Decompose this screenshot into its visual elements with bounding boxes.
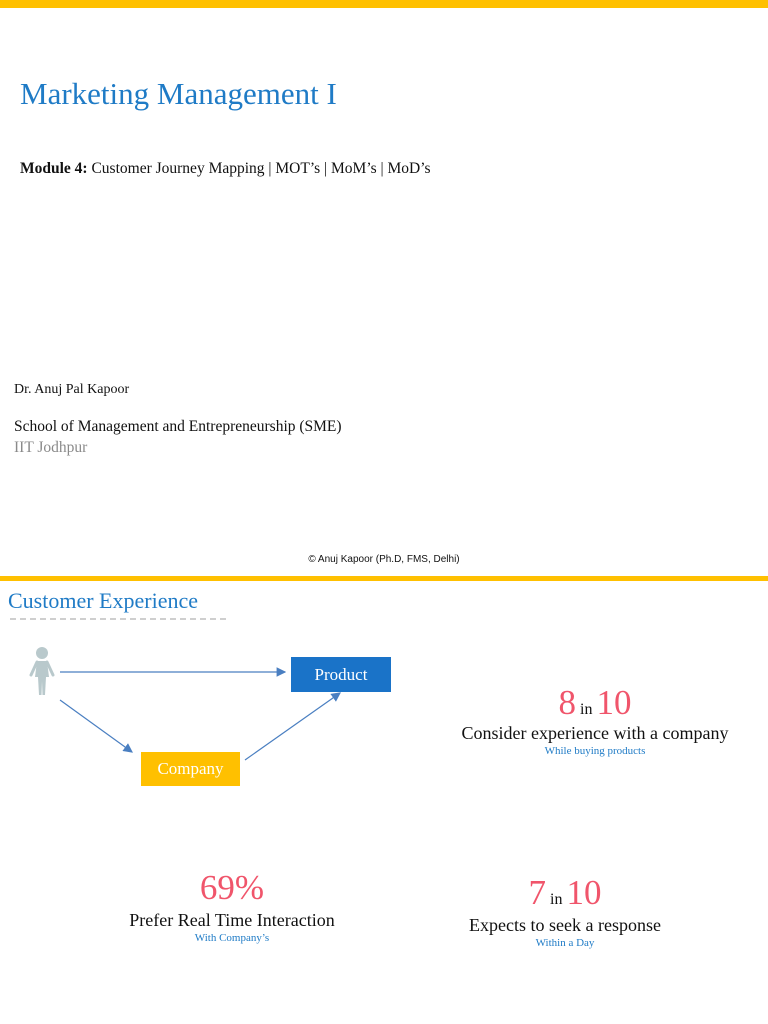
slide-title: Marketing Management I: [20, 76, 337, 111]
stat-total: 10: [596, 683, 632, 722]
stat-realtime: [100, 870, 364, 944]
stat-subtext: Within a Day: [535, 937, 595, 949]
stat-description: Expects to seek a response: [469, 915, 661, 935]
stat-response: [440, 875, 690, 949]
stat-value: 69%: [199, 868, 265, 907]
module-text: Customer Journey Mapping | MOT’s | MoM’s | MoD’s: [87, 160, 431, 177]
stat-description: Prefer Real Time Interaction: [129, 910, 335, 930]
stat-experience: [440, 685, 750, 757]
stat-subtext: With Company’s: [194, 932, 270, 944]
top-accent-bar: [0, 0, 768, 8]
stat-joiner: in: [580, 701, 593, 718]
arrow-company-to-product: [245, 693, 340, 760]
stat-number: 7: [528, 873, 547, 912]
slide2-accent-bar: [0, 576, 768, 581]
module-line: [20, 160, 431, 178]
title-underline: [10, 618, 226, 620]
module-label: Module 4:: [20, 160, 88, 177]
stat-joiner: in: [550, 891, 563, 908]
arrow-person-to-company: [60, 700, 132, 752]
slide2-title: Customer Experience: [8, 588, 198, 613]
institute-name: IIT Jodhpur: [14, 439, 88, 456]
stat-subtext: While buying products: [544, 745, 646, 757]
product-box: Product: [291, 657, 391, 692]
copyright-footer: © Anuj Kapoor (Ph.D, FMS, Delhi): [308, 554, 460, 565]
stat-description: Consider experience with a company: [461, 723, 729, 743]
stat-number: 8: [558, 683, 577, 722]
stat-total: 10: [566, 873, 602, 912]
company-box: Company: [141, 752, 240, 786]
school-name: School of Management and Entrepreneurship (SME): [14, 418, 342, 435]
author-name: Dr. Anuj Pal Kapoor: [14, 382, 130, 397]
